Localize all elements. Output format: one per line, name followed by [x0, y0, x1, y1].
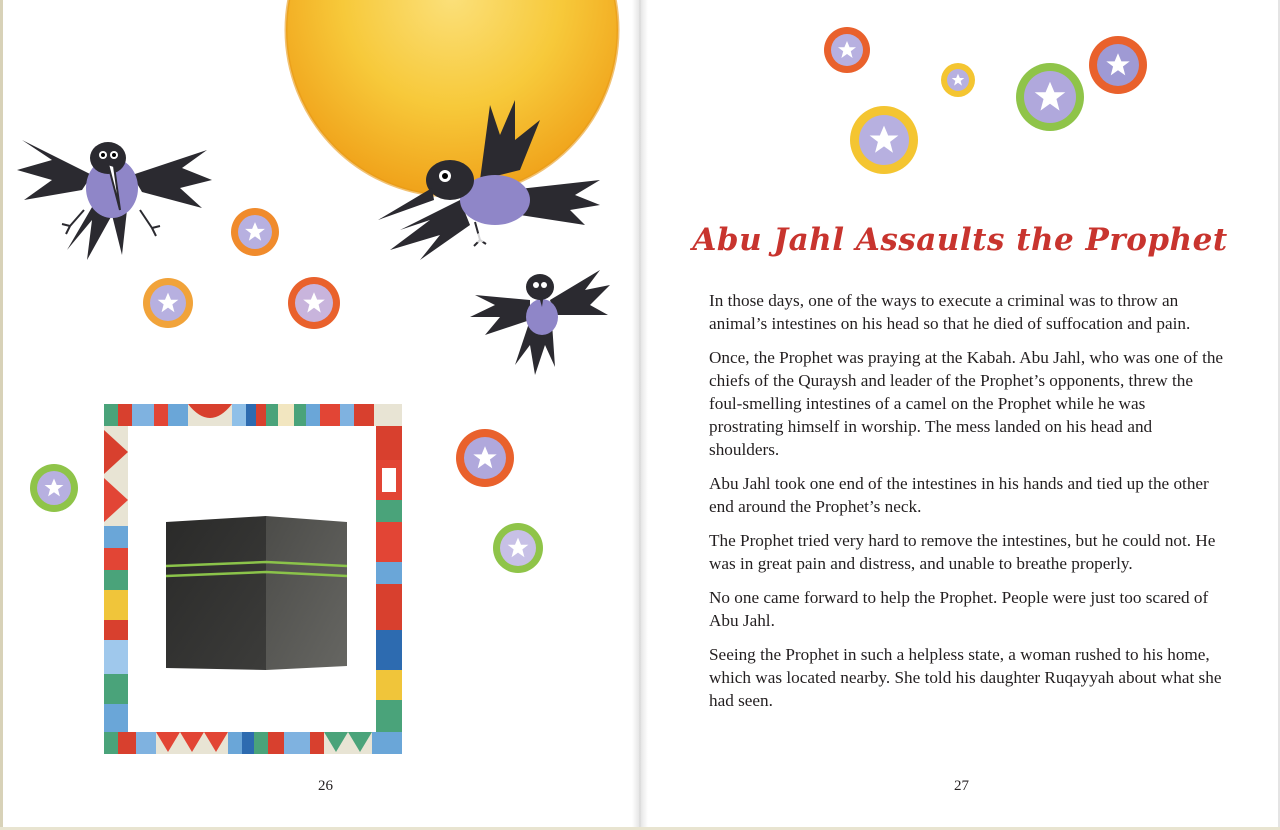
crow-illustration [470, 270, 610, 375]
page-number-right: 27 [954, 778, 969, 794]
paragraph: Seeing the Prophet in such a helpless state, a woman rushed to his home, which was located nearby. She told his daughter Ruqayyah about what she had seen. [709, 645, 1222, 710]
star-coin-decoration [288, 277, 340, 329]
star-coin-decoration [1016, 63, 1084, 131]
page-number-left: 26 [318, 778, 333, 794]
star-coin-decoration [1089, 36, 1147, 94]
chapter-body [709, 289, 1224, 723]
paragraph: Abu Jahl took one end of the intestines in his hands and tied up the other end around the Prophet’s neck. [709, 474, 1209, 516]
star-coin-decoration [493, 523, 543, 573]
star-coin-decoration [456, 429, 514, 487]
kabah-illustration [166, 516, 347, 670]
crow-illustration [17, 140, 212, 260]
star-coin-decoration [143, 278, 193, 328]
paragraph: No one came forward to help the Prophet. People were just too scared of Abu Jahl. [709, 588, 1209, 630]
paragraph: The Prophet tried very hard to remove the intestines, but he could not. He was in great pain and distress, and unable to breathe properly. [709, 531, 1216, 573]
star-coin-decoration [941, 63, 975, 97]
paragraph: In those days, one of the ways to execute a criminal was to throw an animal’s intestines on his head so that he died of suffocation and pain. [709, 291, 1191, 333]
star-coin-decoration [30, 464, 78, 512]
star-coin-decoration [850, 106, 918, 174]
paragraph: Once, the Prophet was praying at the Kabah. Abu Jahl, who was one of the chiefs of the Quraysh and leader of the Prophet’s opponents, threw the foul-smelling intestines of a camel on the Prophet while he was prostrating himself in worship. The mess landed on his head and shoulders. [709, 348, 1224, 459]
star-coin-decoration [231, 208, 279, 256]
chapter-title: Abu Jahl Assaults the Prophet [692, 222, 1228, 258]
star-coin-decoration [824, 27, 870, 73]
